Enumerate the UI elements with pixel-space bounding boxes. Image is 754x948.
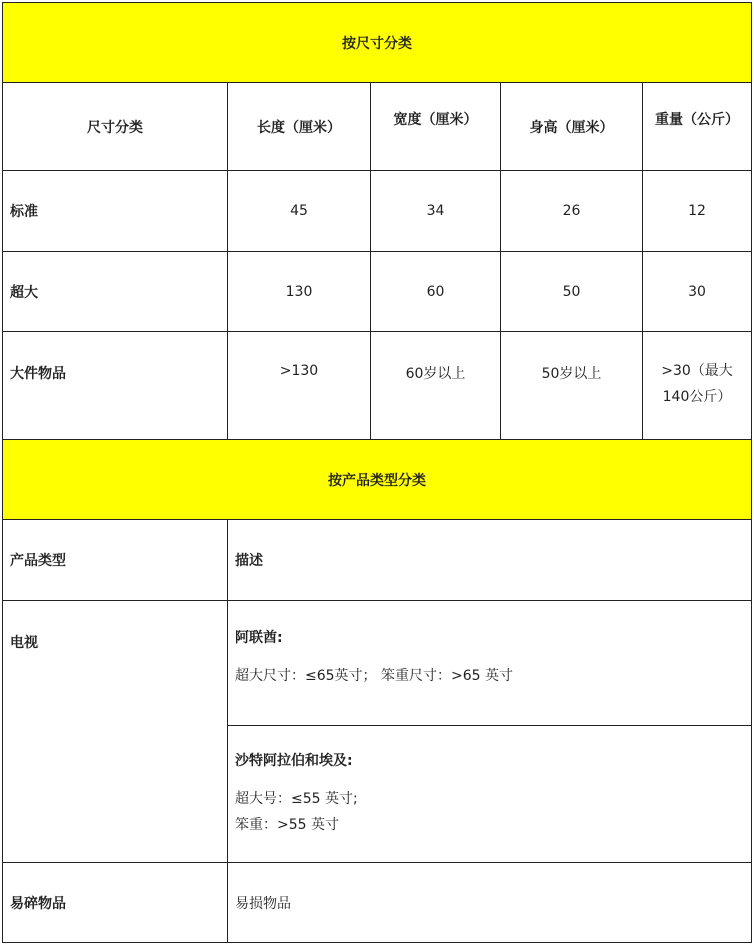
cell-length: 45 [228, 171, 371, 252]
header-size-category: 尺寸分类 [3, 83, 228, 171]
cell-width: 60 [371, 252, 501, 332]
size-header-row [3, 83, 752, 171]
classification-table [2, 2, 752, 943]
tv-ksa-line-1: 超大号：≤55 英寸; [235, 791, 358, 807]
weight-line-1: >30（最大 [661, 363, 733, 379]
size-section-title [3, 3, 752, 83]
table-row [3, 863, 752, 943]
table-row [3, 332, 752, 440]
row-label-tv: 电视 [3, 601, 228, 863]
header-description: 描述 [228, 520, 752, 601]
tv-ksa-line-2: 笨重：>55 英寸 [235, 817, 339, 833]
cell-length: >130 [228, 332, 371, 440]
header-width: 宽度（厘米） [371, 83, 501, 171]
tv-uae-description [228, 601, 752, 726]
fragile-description: 易损物品 [228, 863, 752, 943]
cell-width: 34 [371, 171, 501, 252]
row-label-oversize: 超大 [3, 252, 228, 332]
header-height: 身高（厘米） [501, 83, 643, 171]
header-length: 长度（厘米） [228, 83, 371, 171]
table-row [3, 252, 752, 332]
tv-uae-region: 阿联酋: [235, 630, 283, 646]
size-section-title-text: 按尺寸分类 [342, 35, 412, 52]
weight-line-2: 140公斤） [662, 389, 732, 405]
type-section-title [3, 440, 752, 520]
cell-height: 50岁以上 [501, 332, 643, 440]
cell-length: 130 [228, 252, 371, 332]
cell-weight: 30 [643, 252, 752, 332]
row-label-bulky: 大件物品 [3, 332, 228, 440]
table-row [3, 601, 752, 726]
cell-width: 60岁以上 [371, 332, 501, 440]
cell-height: 26 [501, 171, 643, 252]
row-label-standard: 标准 [3, 171, 228, 252]
header-weight: 重量（公斤） [643, 83, 752, 171]
table-row [3, 171, 752, 252]
type-header-row [3, 520, 752, 601]
cell-weight: 12 [643, 171, 752, 252]
cell-weight [643, 332, 752, 440]
tv-ksa-description [228, 726, 752, 863]
tv-uae-text: 超大尺寸：≤65英寸； 笨重尺寸：>65 英寸 [235, 668, 513, 684]
row-label-fragile: 易碎物品 [3, 863, 228, 943]
cell-height: 50 [501, 252, 643, 332]
type-section-title-text: 按产品类型分类 [328, 472, 426, 489]
tv-ksa-region: 沙特阿拉伯和埃及: [235, 753, 353, 769]
header-product-type: 产品类型 [3, 520, 228, 601]
